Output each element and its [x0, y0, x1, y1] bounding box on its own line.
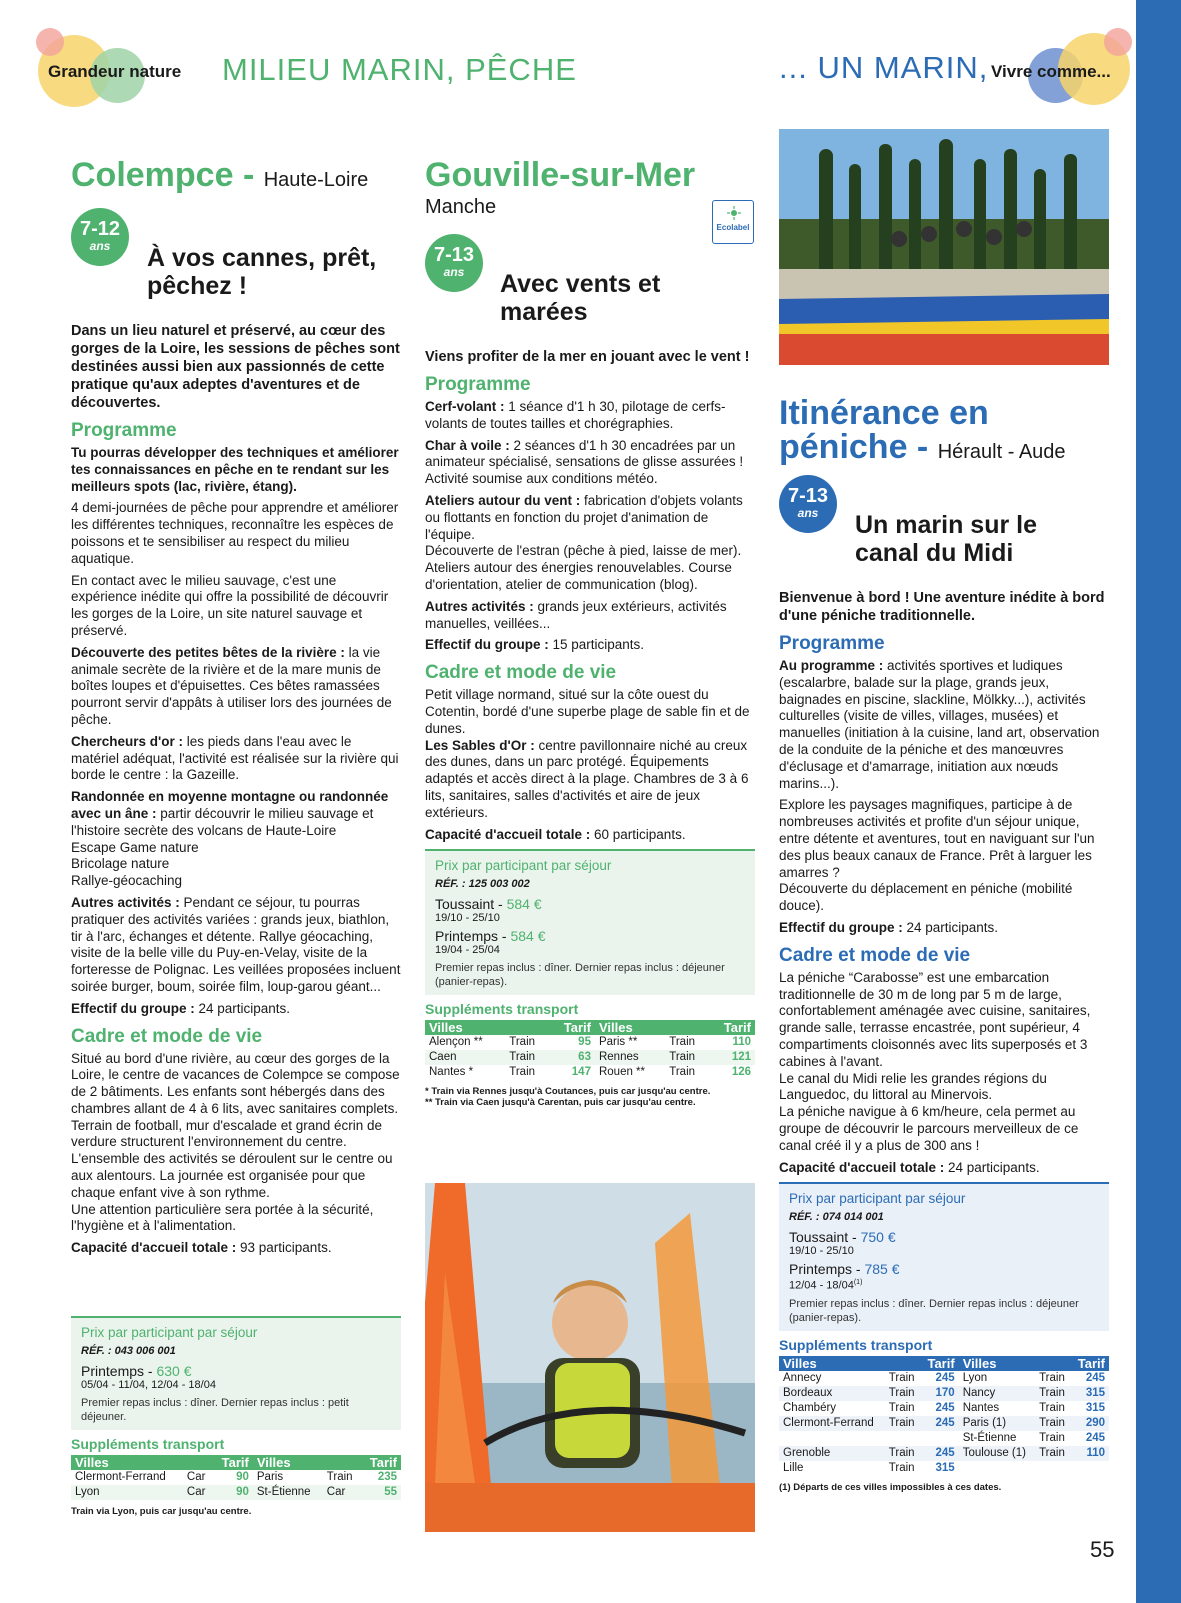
table-cell	[779, 1431, 885, 1446]
price-note: Premier repas inclus : dîner. Dernier repas inclus : déjeuner (panier-repas).	[789, 1297, 1079, 1324]
gouville-title: Gouville-sur-Mer	[425, 156, 696, 194]
price-dates: 19/10 - 25/10	[789, 1245, 854, 1258]
colempce-programme-heading: Programme	[71, 420, 177, 441]
table-row	[779, 1446, 1109, 1461]
price-dates: 12/04 - 18/04$^{(1)}$	[789, 1279, 863, 1292]
colempce-p4: Découverte des petites bêtes de la rivière : la vie animale secrète de la rivière et de la mare munis de boîtes loupes et d'épuisettes. Ces bêtes ramassées pourront servir d'appâts à utiliser lors des journées de pêche.	[71, 644, 392, 727]
table-cell: 315	[1085, 1401, 1105, 1414]
header-title-left: MILIEU MARIN, PÊCHE	[222, 52, 577, 87]
table-cell: Car	[183, 1485, 213, 1500]
table-cell	[885, 1431, 921, 1446]
gouville-transport-heading: Suppléments transport	[425, 1001, 579, 1018]
table-cell: St-Étienne	[253, 1485, 323, 1500]
table-cell: Clermont-Ferrand	[75, 1470, 166, 1483]
colempce-body	[71, 322, 401, 1262]
table-cell: Train	[888, 1461, 915, 1474]
peniche-capacity: Capacité d'accueil totale : 24 participants.	[779, 1159, 1040, 1175]
header-circle-pink	[36, 28, 64, 56]
peniche-intro: Bienvenue à bord ! Une aventure inédite à bord d'une péniche traditionnelle.	[779, 590, 1105, 624]
table-cell: 126	[731, 1066, 751, 1079]
colempce-p3: En contact avec le milieu sauvage, c'est une expérience inédite qui offre la possibilité de découvrir les gorges de la Loire, un site naturel sauvage et préservé.	[71, 572, 389, 638]
table-cell: 235	[377, 1470, 397, 1483]
price-season: Printemps - 584 €	[435, 928, 546, 945]
table-cell	[1071, 1461, 1109, 1476]
price-season: Toussaint - 750 €	[789, 1229, 896, 1246]
gouville-p4: Autres activités : grands jeux extérieurs, activités manuelles, veillées...	[425, 598, 727, 631]
price-dates: 19/10 - 25/10	[435, 912, 500, 925]
table-cell: Train	[888, 1371, 915, 1384]
table-cell: 290	[1071, 1416, 1109, 1431]
table-cell: Train	[1039, 1431, 1065, 1444]
peniche-body	[779, 589, 1109, 1493]
table-cell: Train	[1035, 1386, 1071, 1401]
table-cell: Alençon **	[429, 1036, 483, 1049]
peniche-title: Itinérance en péniche - Hérault - Aude	[779, 394, 1066, 466]
colempce-catchline: À vos cannes, prêt, pêchez !	[147, 244, 377, 300]
table-cell	[1035, 1461, 1071, 1476]
price-ref: RÉF. : 043 006 001	[81, 1345, 176, 1357]
price-season: Toussaint - 584 €	[435, 896, 542, 913]
table-cell: Toulouse (1)	[959, 1446, 1035, 1461]
table-row	[779, 1431, 1109, 1446]
colempce-p1: Tu pourras développer des techniques et améliorer tes connaissances en pêche en te rendant sur les meilleurs spots (lac, rivière, étang).	[71, 445, 399, 494]
price-note: Premier repas inclus : dîner. Dernier repas inclus : petit déjeuner.	[81, 1397, 349, 1423]
table-cell: 90	[236, 1470, 249, 1483]
price-note: Premier repas inclus : dîner. Dernier repas inclus : déjeuner (panier-repas).	[435, 962, 725, 989]
table-cell: Train	[326, 1470, 353, 1483]
gouville-intro: Viens profiter de la mer en jouant avec le vent !	[425, 349, 750, 365]
colempce-p2: 4 demi-journées de pêche pour apprendre et améliorer les différentes techniques, reconnaître les espèces de poissons et te sensibiliser au respect du milieu aquatique.	[71, 500, 399, 566]
table-cell: Grenoble	[779, 1446, 885, 1461]
header-tag-left: Grandeur nature	[48, 62, 182, 81]
table-row	[425, 1065, 755, 1080]
table-cell: 245	[1085, 1371, 1105, 1384]
gouville-programme-heading: Programme	[425, 374, 531, 395]
table-cell: Paris	[256, 1470, 284, 1483]
colempce-p5: Chercheurs d'or : les pieds dans l'eau avec le matériel adéquat, l'activité est réalisée sur la rivière qui borde le centre : la Gazeille.	[71, 733, 399, 783]
column-gouville	[425, 158, 755, 220]
table-row	[779, 1401, 1109, 1416]
colempce-transport-heading: Suppléments transport	[71, 1436, 225, 1452]
table-cell: 95	[578, 1036, 591, 1049]
price-box-heading: Prix par participant par séjour	[81, 1325, 258, 1340]
blue-sidebar	[1136, 0, 1181, 1603]
table-cell: 245	[921, 1446, 959, 1461]
table-cell: 147	[571, 1066, 591, 1079]
table-cell: 63	[549, 1050, 595, 1065]
table-cell	[959, 1461, 1035, 1476]
table-cell: Car	[186, 1470, 206, 1483]
table-cell: Annecy	[783, 1371, 822, 1384]
header-title-right: ... UN MARIN,	[779, 50, 989, 85]
table-cell: Paris (1)	[959, 1416, 1035, 1431]
column-peniche	[779, 396, 1109, 469]
table-cell: Train	[665, 1050, 709, 1065]
table-cell: 245	[935, 1401, 955, 1414]
gouville-region: Manche	[425, 196, 497, 218]
table-cell: 245	[935, 1371, 955, 1384]
price-season: Printemps - 630 €	[81, 1363, 192, 1379]
table-cell: Lyon	[962, 1371, 988, 1384]
table-cell: Lyon	[71, 1485, 183, 1500]
table-cell: Nantes *	[429, 1066, 474, 1079]
table-row	[779, 1461, 1109, 1476]
table-cell: Nancy	[959, 1386, 1035, 1401]
table-cell: Train	[509, 1066, 536, 1079]
colempce-p7: Autres activités : Pendant ce séjour, tu pourras pratiquer des activités variées : grands jeux, biathlon, tir à l'arc, échanges et détente. Rallye géocaching, visite de la belle ville du Puy-en-Velay, visite de la forteresse de Polignac. Les veillées proposées incluent soirée burger, boum, soirée film, loup-garou géant...	[71, 894, 401, 994]
gouville-catchline: Avec vents et marées	[500, 270, 661, 326]
colempce-pricing	[71, 1316, 401, 1517]
table-cell: Train	[1035, 1446, 1071, 1461]
table-cell: Train	[888, 1401, 915, 1414]
age-badge-peniche: 7-13 ans	[779, 475, 837, 533]
table-cell: Lille	[783, 1461, 804, 1474]
table-row	[71, 1470, 401, 1485]
column-colempce	[71, 158, 401, 197]
age-badge-gouville: 7-13 ans	[425, 234, 483, 292]
table-cell: Caen	[425, 1050, 505, 1065]
gouville-capacity: Capacité d'accueil totale : 60 participants.	[425, 826, 686, 842]
peniche-cadre-text: La péniche “Carabosse” est une embarcation traditionnelle de 30 m de long par 5 m de large, confortablement aménagée avec cuisine, sanitaires, grande salle, terrasse encastrée, pont supérieur, 4 compartiments cloisonnés avec lits superposés et 3 cabines à l'avant. Le canal du Midi relie les grandes régions du Languedoc, du littoral au Minervois. La péniche navigue à 6 km/heure, cela permet au groupe de découvrir le parcours merveilleux de ce canal créé il y a plus de 300 ans !	[779, 969, 1091, 1153]
table-cell: 170	[921, 1386, 959, 1401]
table-cell: 90	[213, 1485, 253, 1500]
age-badge-colempce: 7-12 ans	[71, 208, 129, 266]
windsurf-photo	[425, 1183, 755, 1532]
colempce-cadre-heading: Cadre et mode de vie	[71, 1025, 263, 1047]
gouville-body	[425, 348, 755, 1108]
table-row	[779, 1386, 1109, 1401]
table-cell: Chambéry	[783, 1401, 837, 1414]
table-cell: Train	[1035, 1416, 1071, 1431]
table-row	[425, 1035, 755, 1050]
peniche-programme-heading: Programme	[779, 633, 885, 654]
colempce-p8: Effectif du groupe : 24 participants.	[71, 1000, 291, 1016]
table-cell: St-Étienne	[962, 1431, 1017, 1444]
table-cell: Clermont-Ferrand	[779, 1416, 885, 1431]
table-cell: Bordeaux	[779, 1386, 885, 1401]
header-tag-right: Vivre comme...	[991, 62, 1111, 81]
price-box-heading: Prix par participant par séjour	[435, 858, 612, 874]
table-cell: Rennes	[595, 1050, 665, 1065]
peniche-catchline: Un marin sur le canal du Midi	[855, 511, 1037, 567]
table-cell: 110	[732, 1036, 751, 1049]
table-cell: Train	[1039, 1401, 1065, 1414]
colempce-capacity: Capacité d'accueil totale : 93 participants.	[71, 1240, 332, 1256]
peniche-transport-heading: Suppléments transport	[779, 1336, 933, 1353]
gouville-p5: Effectif du groupe : 15 participants.	[425, 637, 645, 653]
table-cell: 315	[1071, 1386, 1109, 1401]
table-cell: 245	[921, 1416, 959, 1431]
colempce-title: Colempce - Haute-Loire	[71, 156, 369, 194]
table-cell: Train	[885, 1386, 921, 1401]
gouville-p1: Cerf-volant : 1 séance d'1 h 30, pilotage de cerfs-volants de toutes tailles et chorégraphies.	[425, 399, 726, 431]
table-cell: Train	[669, 1066, 696, 1079]
table-cell: 55	[361, 1485, 401, 1500]
price-ref: RÉF. : 074 014 001	[789, 1211, 884, 1224]
price-season: Printemps - 785 €	[789, 1261, 900, 1278]
colempce-cadre-text: Situé au bord d'une rivière, au cœur des gorges de la Loire, le centre de vacances de Colempce se compose de 2 bâtiments. Les enfants sont hébergés dans des chambres allant de 4 à 6 lits, avec sanitaires complets. Terrain de football, mur d'escalade et grand écrin de verdure structurent l'environnement du centre. L'ensemble des activités se déroulent sur le centre ou aux alentours. La journée est organisée pour que chaque enfant vive à son rythme. Une attention particulière sera portée à la sécurité, l'hygiène et à l'alimentation.	[71, 1050, 400, 1234]
table-cell: Train	[509, 1036, 536, 1049]
ecolabel-logo: Ecolabel	[712, 200, 754, 244]
peniche-p3: Effectif du groupe : 24 participants.	[779, 919, 999, 935]
peniche-cadre-heading: Cadre et mode de vie	[779, 944, 971, 966]
table-cell: 245	[1085, 1431, 1105, 1444]
peniche-transport-table: Villes Tarif Villes Tarif Annecy Train 245 Lyon Train 245 Bordeaux Train 170 Nancy Train 315 Chambéry Train 245 Nantes Train 315 Clermont-Ferrand Train 245 Paris (1) Train 290 St-Étienne Train 245 Grenoble Train 245 Toulouse (1) Train 110 Lille Train 315	[779, 1356, 1109, 1476]
colempce-transport-note: Train via Lyon, puis car jusqu'au centre.	[71, 1505, 252, 1517]
peniche-price-box	[779, 1182, 1109, 1331]
table-cell: Rouen **	[598, 1066, 646, 1079]
page-number: 55	[1090, 1537, 1115, 1562]
gouville-transport-note: * Train via Rennes jusqu'à Coutances, puis car jusqu'au centre. ** Train via Caen jusqu'à Carentan, puis car jusqu'au centre.	[425, 1086, 711, 1109]
table-cell: 110	[1071, 1446, 1109, 1461]
table-cell: Train	[885, 1416, 921, 1431]
price-dates: 05/04 - 11/04, 12/04 - 18/04	[81, 1379, 216, 1391]
price-box-heading: Prix par participant par séjour	[789, 1191, 966, 1207]
price-dates: 19/04 - 25/04	[435, 944, 500, 957]
peniche-p2: Explore les paysages magnifiques, participe à de nombreuses activités et profite d'un séjour unique, entre détente et aventures, tout en naviguant sur l'un des plus beaux canaux de France. Prêt à larguer les amarres ? Découverte du déplacement en péniche (mobilité douce).	[779, 797, 1095, 914]
gouville-transport-table: Villes Tarif Villes Tarif Alençon ** Train 95 Paris ** Train 110 Caen Train 63 Rennes Train 121 Nantes * Train 147 Rouen ** Train 126	[425, 1020, 755, 1080]
table-row	[779, 1371, 1109, 1386]
table-row	[425, 1050, 755, 1065]
gouville-cadre-text: Petit village normand, situé sur la côte ouest du Cotentin, bordé d'une superbe plage de sable fin et de dunes. Les Sables d'Or : centre pavillonnaire niché au creux des dunes, dans un parc protégé. Équipements adaptés et accès direct à la plage. Chambres de 3 à 6 lits, sanitaires, salles d'activités et aire de jeux extérieurs.	[425, 687, 750, 820]
table-cell: 315	[935, 1461, 955, 1474]
table-row	[71, 1485, 401, 1500]
colempce-p6: Randonnée en moyenne montagne ou randonnée avec un âne : partir découvrir le milieu sauvage et l'histoire secrète des volcans de Haute-Loire Escape Game nature Bricolage nature Rallye-géocaching	[71, 789, 389, 889]
colempce-transport-table: Villes Tarif Villes Tarif Clermont-Ferrand Car 90 Paris Train 235 Lyon Car 90 St-Étienne Car 55	[71, 1455, 401, 1500]
colempce-intro: Dans un lieu naturel et préservé, au cœur des gorges de la Loire, les sessions de pêches sont destinées aussi bien aux passionnés de cette pratique qu'aux adeptes d'aventures et de découvertes.	[71, 323, 400, 411]
table-cell: Paris **	[598, 1036, 638, 1049]
gouville-p3: Ateliers autour du vent : fabrication d'objets volants ou flottants en fonction du projet d'animation de l'équipe. Découverte de l'estran (pêche à pied, laisse de mer). Ateliers autour des énergies renouvelables. Course d'orientation, atelier de communication (blog).	[425, 492, 743, 592]
gouville-cadre-heading: Cadre et mode de vie	[425, 662, 617, 684]
table-cell: Nantes	[962, 1401, 1000, 1414]
table-cell: Train	[505, 1050, 549, 1065]
header-circle-pink-right	[1104, 28, 1132, 56]
table-cell: Train	[669, 1036, 696, 1049]
table-cell: Train	[1039, 1371, 1065, 1384]
table-row	[779, 1416, 1109, 1431]
gouville-p2: Char à voile : 2 séances d'1 h 30 encadrées par un animateur spécialisé, sensations de glisse assurées ! Activité soumise aux conditions météo.	[425, 437, 744, 487]
table-cell: Car	[323, 1485, 361, 1500]
table-cell: 121	[709, 1050, 755, 1065]
peniche-transport-note: (1) Départs de ces villes impossibles à ces dates.	[779, 1481, 1002, 1493]
table-cell	[921, 1431, 959, 1446]
colempce-price-box	[71, 1316, 401, 1430]
peniche-p1: Au programme : activités sportives et ludiques (escalarbre, balade sur la plage, grands jeux, baignades en piscine, slackline, Mölkky...), activités culturelles (visite de villes, villages, musées) et manuelles (initiation à la cuisine, land art, observation de la conduite de la péniche et des manœuvres d'éclusage et d'amarrage, initiation aux nœuds marins...).	[779, 658, 1100, 791]
table-cell: Train	[885, 1446, 921, 1461]
gouville-price-box	[425, 849, 755, 995]
peniche-photo	[779, 129, 1109, 365]
price-ref: RÉF. : 125 003 002	[435, 878, 530, 891]
